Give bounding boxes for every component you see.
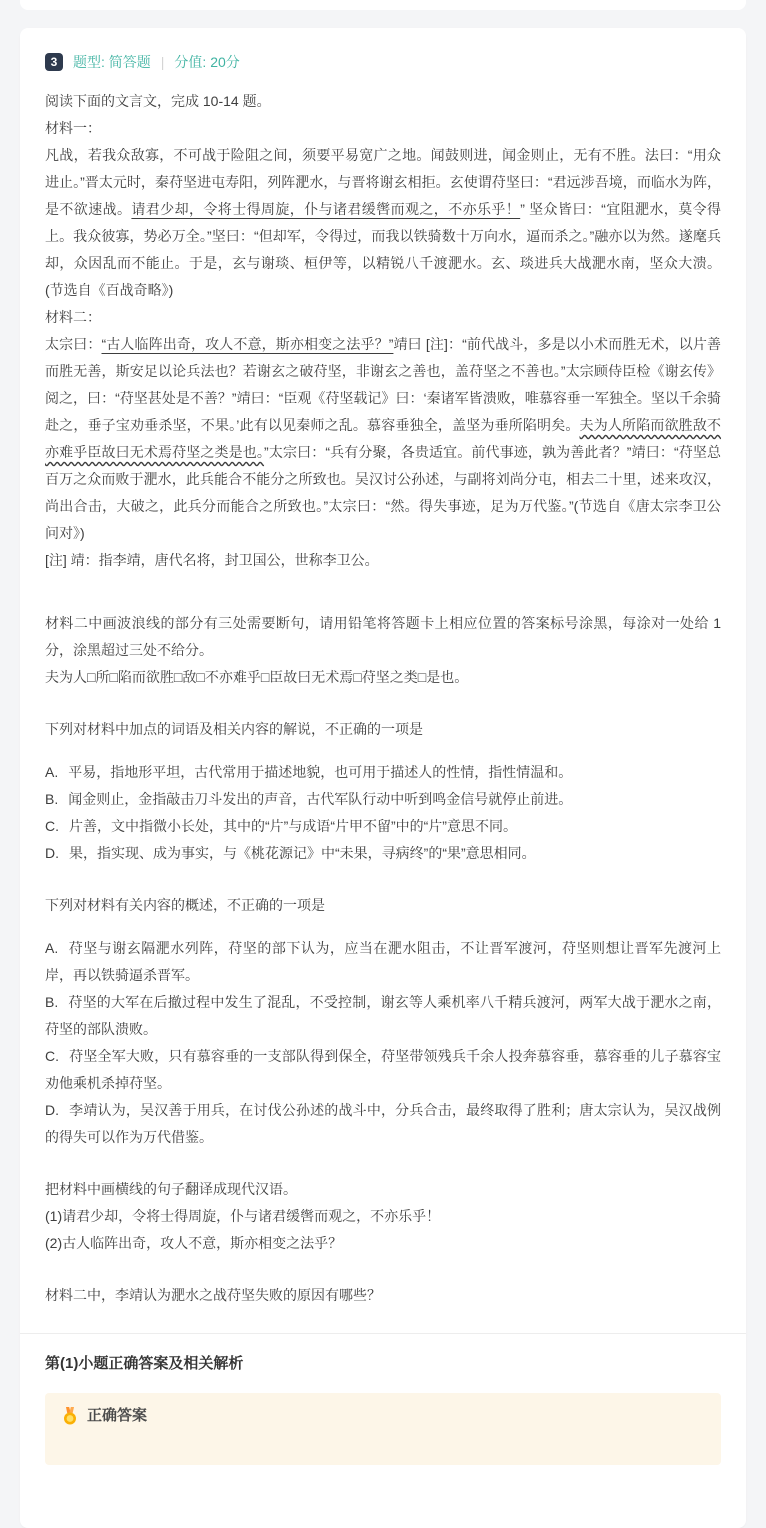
- material1-paragraph: [45, 142, 721, 304]
- option-row: [45, 786, 721, 813]
- correct-answer-box: [45, 1393, 721, 1465]
- medal-icon: [61, 1407, 79, 1425]
- translate-item-2: (2)古人临阵出奇，攻人不意，斯亦相变之法乎？: [45, 1235, 343, 1251]
- option-label: A.: [45, 764, 59, 780]
- option-label: D.: [45, 1102, 59, 1118]
- option-text: 闻金则止，金指敲击刀斗发出的声音，古代军队行动中听到鸣金信号就停止前进。: [68, 791, 573, 807]
- material1-text-post: ” 坚众皆曰：“宜阻淝水，莫令得上。我众彼寡，势必万全。”坚曰：“但却军，令得过，而我以铁骑数十万向水，逼而杀之。”融亦以为然。遂麾兵却，众因乱而不能止。于是，玄与谢琰、桓伊等，以精锐八千渡淝水。玄、琰进兵大战淝水南，坚众大溃。(节选自《百战奇略》): [45, 201, 722, 298]
- material2-text-post: ”太宗曰：“兵有分聚，各贵适宜。前代事迹，孰为善此者？”靖曰：“苻坚总百万之众而败于淝水，此兵能合不能分之所致也。吴汉讨公孙述，与副将刘尚分屯，相去二十里，述来攻汉，尚出合击，大破之，此兵分而能合之所致也。”太宗曰：“然。得失事迹，足为万代鉴。”(节选自《唐太宗李卫公问对》): [45, 444, 721, 541]
- option-row: [45, 1043, 721, 1097]
- option-text: 平易，指地形平坦，古代常用于描述地貌，也可用于描述人的性情，指性情温和。: [68, 764, 573, 780]
- material2-title: 材料二：: [45, 309, 101, 325]
- option-text: 片善，文中指微小长处，其中的“片”与成语“片甲不留”中的“片”意思不同。: [69, 818, 517, 834]
- duanju-prompt: 材料二中画波浪线的部分有三处需要断句，请用铅笔将答题卡上相应位置的答案标号涂黑，每涂对一处给 1 分，涂黑超过三处不给分。: [45, 615, 721, 658]
- option-label: C.: [45, 1048, 59, 1064]
- option-row: [45, 935, 721, 989]
- material1-title: 材料一：: [45, 120, 101, 136]
- duanju-sentence: 夫为人□所□陷而欲胜□敌□不亦难乎□臣故曰无术焉□苻坚之类□是也。: [45, 669, 469, 685]
- option-text: 苻坚与谢玄隔淝水列阵，苻坚的部下认为，应当在淝水阻击，不让晋军渡河，苻坚则想让晋军先渡河上岸，再以铁骑逼杀晋军。: [45, 940, 721, 983]
- section-divider: [20, 1333, 746, 1334]
- translate-question-prompt: 把材料中画横线的句子翻译成现代汉语。: [45, 1181, 297, 1197]
- question-intro: 阅读下面的文言文，完成 10-14 题。: [45, 93, 271, 109]
- material2-underlined-sentence: “古人临阵出奇，攻人不意，斯亦相变之法乎？”: [101, 336, 394, 352]
- option-row: [45, 1097, 721, 1151]
- option-row: [45, 759, 721, 786]
- summary-question-prompt: 下列对材料有关内容的概述，不正确的一项是: [45, 897, 325, 913]
- option-label: B.: [45, 791, 59, 807]
- question-card: [20, 28, 746, 1528]
- option-row: [45, 813, 721, 840]
- translate-item-1: (1)请君少却，令将士得周旋，仆与诸君缓辔而观之，不亦乐乎！: [45, 1208, 441, 1224]
- material1-underlined-sentence: 请君少却，令将士得周旋，仆与诸君缓辔而观之，不亦乐乎！: [131, 201, 521, 217]
- option-text: 苻坚全军大败，只有慕容垂的一支部队得到保全，苻坚带领残兵千余人投奔慕容垂，慕容垂的儿子慕容宝劝他乘机杀掉苻坚。: [45, 1048, 721, 1091]
- reason-question-prompt: 材料二中，李靖认为淝水之战苻坚失败的原因有哪些？: [45, 1287, 381, 1303]
- option-label: B.: [45, 994, 59, 1010]
- previous-card-edge: [20, 0, 746, 10]
- option-text: 苻坚的大军在后撤过程中发生了混乱，不受控制，谢玄等人乘机率八千精兵渡河，两军大战于淝水之南，苻坚的部队溃败。: [45, 994, 721, 1037]
- answer-section-heading: 第(1)小题正确答案及相关解析: [45, 1355, 244, 1372]
- words-question-prompt: 下列对材料中加点的词语及相关内容的解说，不正确的一项是: [45, 721, 423, 737]
- option-row: [45, 989, 721, 1043]
- correct-answer-label: 正确答案: [87, 1407, 148, 1424]
- question-score-label: 分值: 20分: [174, 54, 240, 70]
- option-text: 果，指实现、成为事实，与《桃花源记》中“未果，寻病终”的“果”意思相同。: [69, 845, 536, 861]
- option-row: [45, 840, 721, 867]
- question-header: [45, 52, 721, 72]
- option-label: A.: [45, 940, 59, 956]
- material1-text-pre: 凡战，若我众敌寡，不可战于险阻之间，须要平易宽广之地。闻鼓则进，闻金则止，无有不胜。法曰：“用众进止。”晋太元时，秦苻坚进屯寿阳，列阵淝水，与晋将谢玄相拒。玄使谓苻坚曰：“君远涉吾境，而临水为阵，是不欲速战。: [45, 147, 721, 217]
- question-type-label: 题型: 简答题: [73, 54, 151, 70]
- material2-wavy-sentence: 夫为人所陷而欲胜敌不亦难乎臣故曰无术焉苻坚之类是也。: [45, 417, 722, 460]
- header-separator: |: [160, 54, 165, 70]
- question-number-badge: 3: [45, 53, 63, 71]
- material2-text-mid: 靖曰 [注]：“前代战斗，多是以小术而胜无术，以片善而胜无善，斯安足以论兵法也？若谢玄之破苻坚，非谢玄之善也，盖苻坚之不善也。”太宗顾侍臣检《谢玄传》阅之，曰：“苻坚甚处是不善？”靖曰：“臣观《苻坚载记》曰：‘秦诸军皆溃败，唯慕容垂一军独全。坚以千余骑赴之，垂子宝劝垂杀坚，不果。’此有以见秦师之乱。慕容垂独全，盖坚为垂所陷明矣。: [45, 336, 721, 433]
- option-text: 李靖认为，吴汉善于用兵，在讨伐公孙述的战斗中，分兵合击，最终取得了胜利；唐太宗认为，吴汉战例的得失可以作为万代借鉴。: [45, 1102, 721, 1145]
- footnote: [注] 靖：指李靖，唐代名将，封卫国公，世称李卫公。: [45, 552, 379, 568]
- option-label: D.: [45, 845, 59, 861]
- material2-text-pre: 太宗曰：: [45, 336, 102, 352]
- option-label: C.: [45, 818, 59, 834]
- material2-paragraph: [45, 331, 721, 547]
